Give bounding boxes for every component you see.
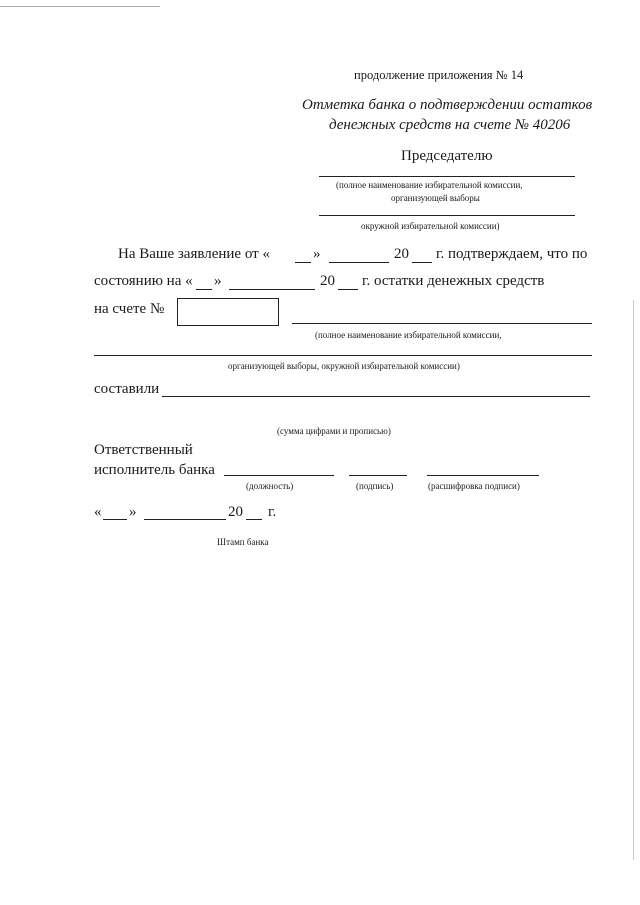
balance-date-start: состоянию на « — [94, 273, 193, 289]
balance-year-prefix: 20 — [320, 273, 335, 289]
scan-right-edge — [633, 300, 634, 860]
amount-label: составили — [94, 381, 160, 397]
decode-caption: (расшифровка подписи) — [428, 481, 520, 491]
statement-quote-close: » — [313, 246, 321, 262]
addressee-label: Председателю — [401, 148, 493, 164]
scan-edge-mark — [0, 6, 160, 7]
amount-caption: (сумма цифрами и прописью) — [277, 426, 391, 436]
addressee-caption-2: окружной избирательной комиссии) — [361, 221, 500, 231]
signature-line[interactable] — [349, 475, 407, 476]
responsible-label-2: исполнитель банка — [94, 462, 215, 478]
document-title-line2: денежных средств на счете № 40206 — [329, 117, 571, 133]
account-caption-2: организующей выборы, окружной избирательной комиссии) — [228, 361, 460, 371]
statement-year-blank[interactable] — [412, 262, 432, 263]
account-caption: (полное наименование избирательной комиссии, — [315, 330, 502, 340]
balance-quote-close: » — [214, 273, 222, 289]
appendix-label: продолжение приложения № 14 — [354, 68, 524, 82]
date-month-blank[interactable] — [144, 519, 226, 520]
decode-line[interactable] — [427, 475, 539, 476]
addressee-caption-1a: (полное наименование избирательной комиссии, — [336, 180, 523, 190]
statement-day-blank[interactable] — [295, 262, 311, 263]
account-number-box[interactable] — [177, 298, 279, 326]
position-line[interactable] — [224, 475, 334, 476]
account-label: на счете № — [94, 301, 165, 317]
statement-year-prefix: 20 — [394, 246, 409, 262]
date-day-blank[interactable] — [103, 519, 127, 520]
document-title-line1: Отметка банка о подтверждении остатков — [302, 97, 593, 113]
addressee-line-2[interactable] — [319, 215, 575, 216]
statement-end: г. подтверждаем, что по — [436, 246, 588, 262]
responsible-label-1: Ответственный — [94, 442, 193, 458]
balance-day-blank[interactable] — [196, 289, 212, 290]
position-caption: (должность) — [246, 481, 294, 491]
bank-stamp-label: Штамп банка — [217, 537, 269, 547]
balance-month-blank[interactable] — [229, 289, 315, 290]
account-owner-line[interactable] — [292, 323, 592, 324]
balance-year-blank[interactable] — [338, 289, 358, 290]
addressee-caption-1b: организующей выборы — [391, 193, 480, 203]
statement-month-blank[interactable] — [329, 262, 389, 263]
date-year-prefix: 20 — [228, 504, 243, 520]
date-year-blank[interactable] — [246, 519, 262, 520]
date-quote-open: « — [94, 504, 102, 520]
signature-caption: (подпись) — [356, 481, 394, 491]
amount-line[interactable] — [162, 396, 590, 397]
account-owner-line-2[interactable] — [94, 355, 592, 356]
balance-end: г. остатки денежных средств — [362, 273, 545, 289]
addressee-line-1[interactable] — [319, 176, 575, 177]
date-end: г. — [268, 504, 277, 520]
statement-start: На Ваше заявление от « — [118, 246, 270, 262]
date-quote-close: » — [129, 504, 137, 520]
